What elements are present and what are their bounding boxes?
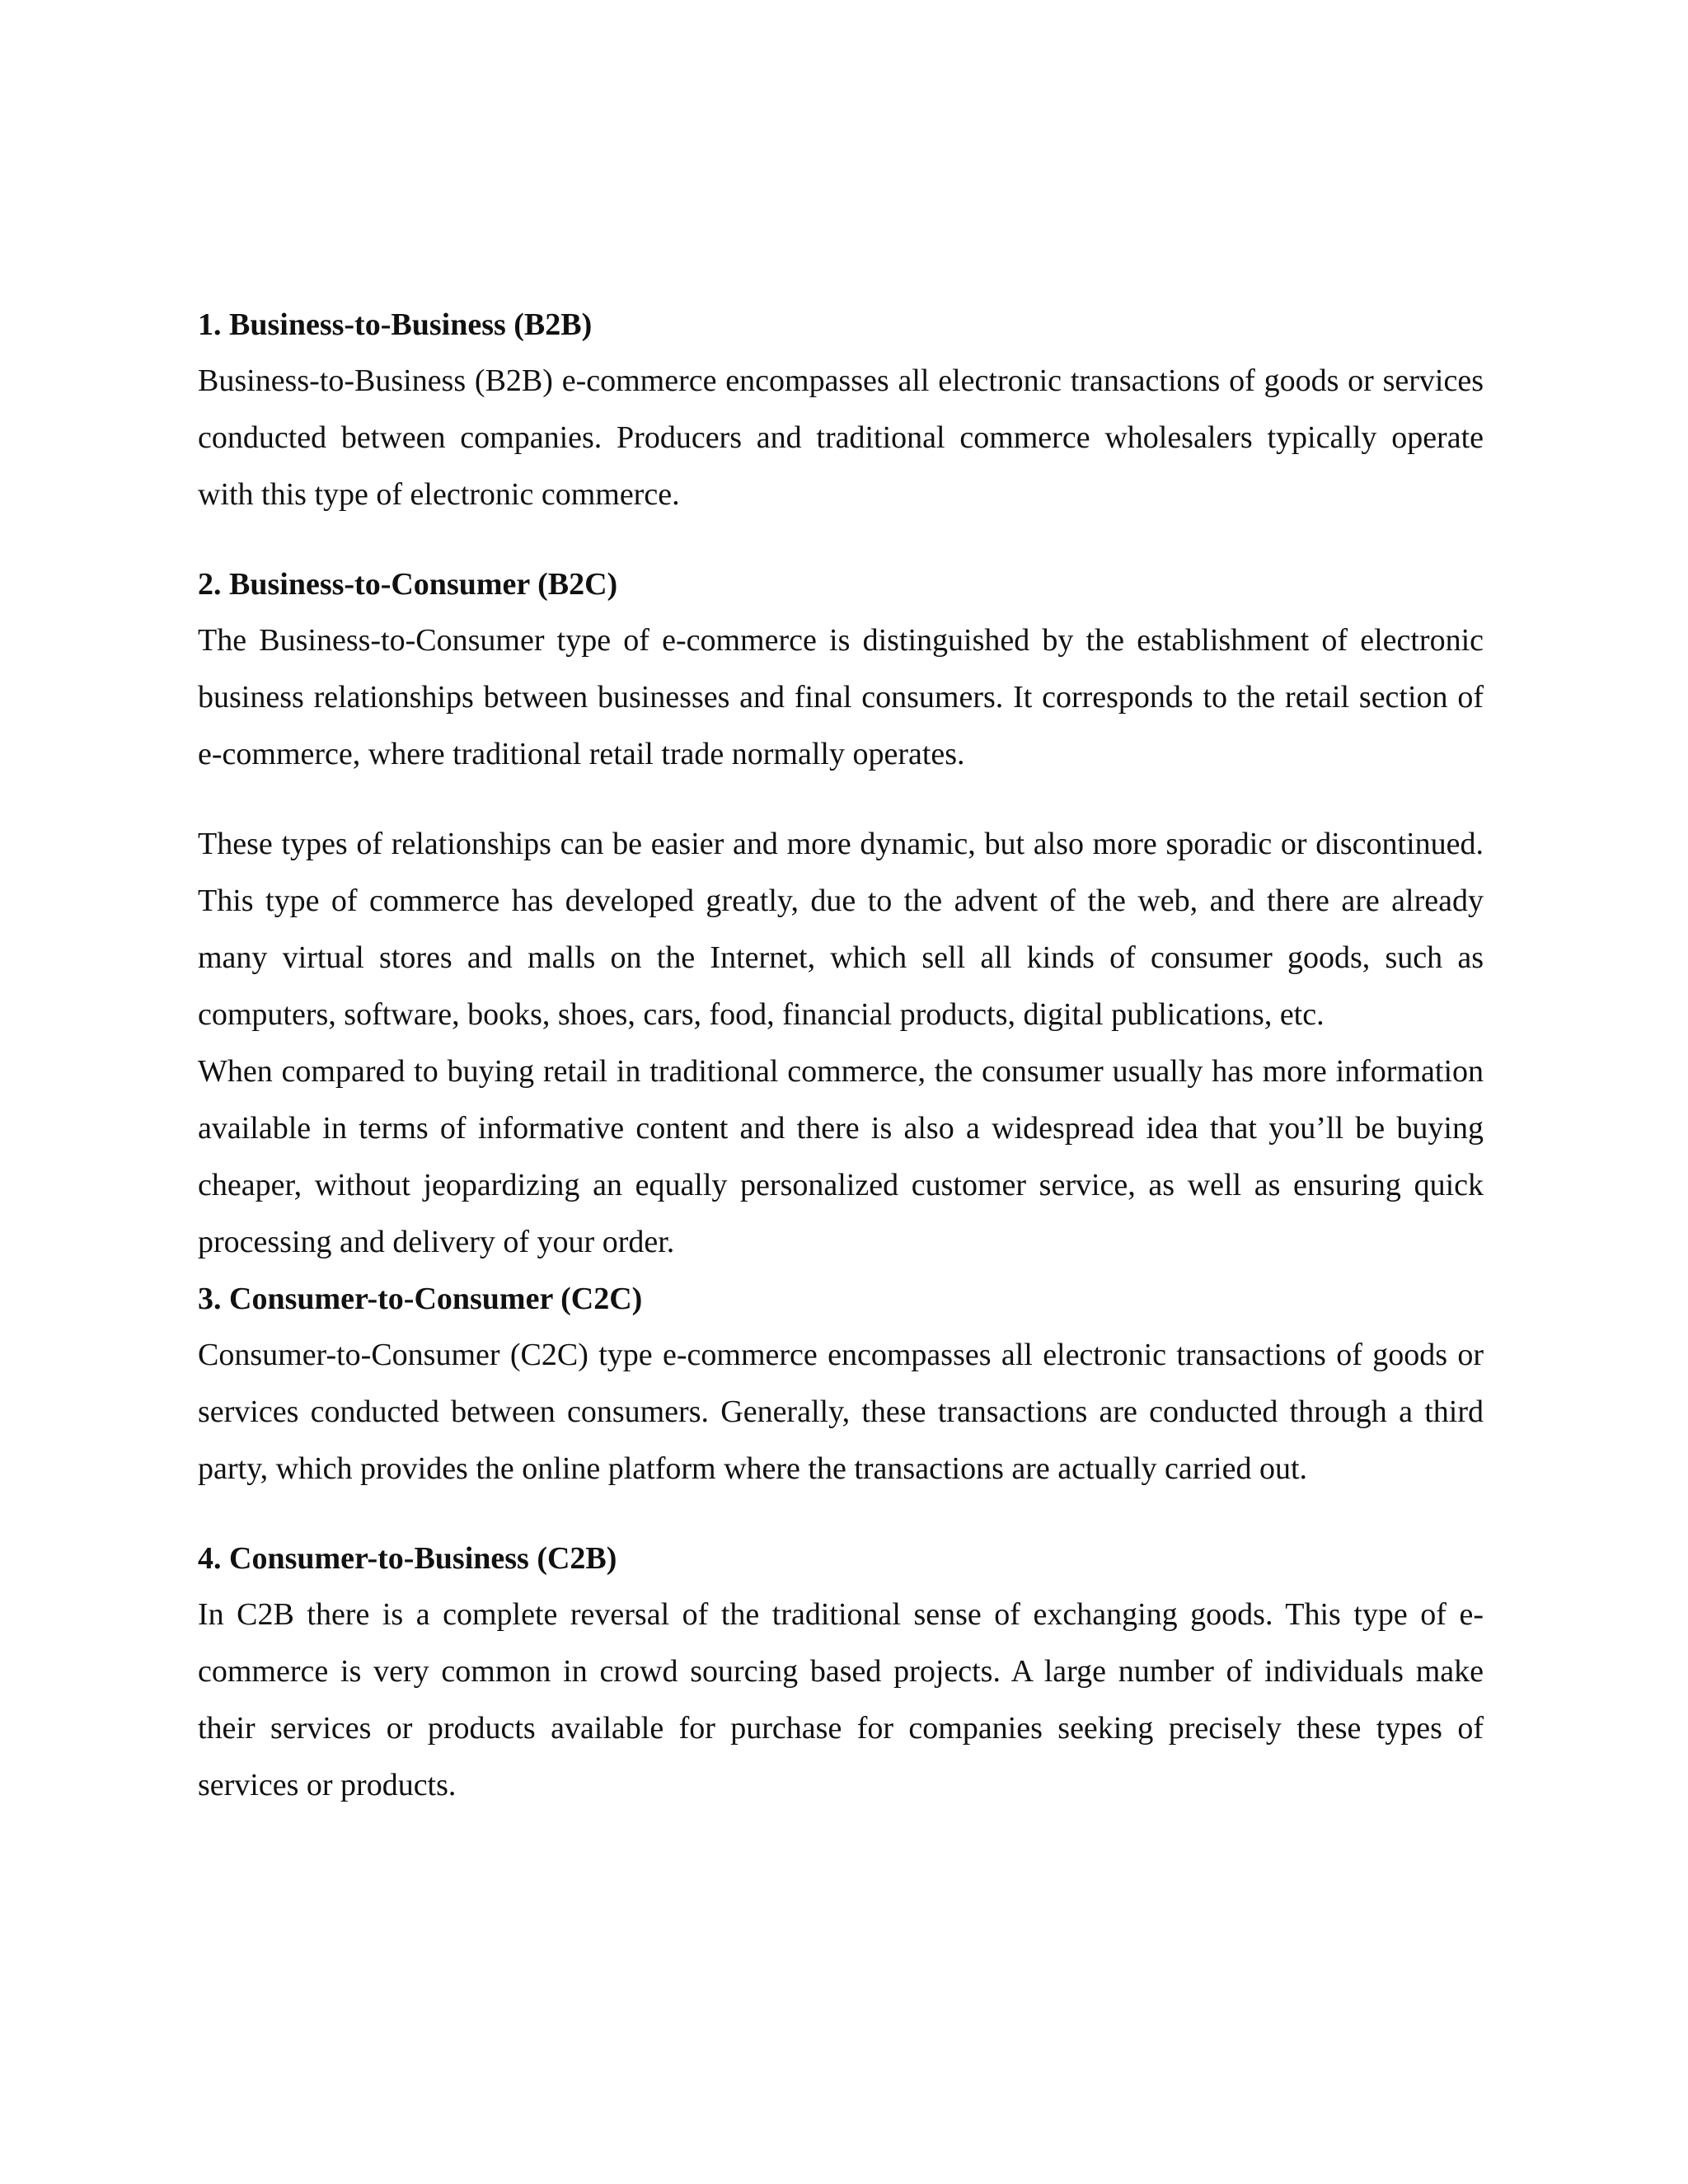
section-heading-b2b: 1. Business-to-Business (B2B): [198, 307, 593, 342]
section-heading-b2c: 2. Business-to-Consumer (B2C): [198, 567, 618, 602]
document-page: [198, 297, 1484, 1814]
paragraph-b2c-comparison: When compared to buying retail in traditional commerce, the consumer usually has more information available in terms of informative content and there is also a widespread idea that you’ll be buying cheaper, without jeopardizing an equally personalized customer service, as well as ensuring quick processing and delivery of your order.: [198, 1054, 1484, 1259]
paragraph-c2c-definition: Consumer-to-Consumer (C2C) type e-commerce encompasses all electronic transactions of goods or services conducted between consumers. Generally, these transactions are conducted through a third party, which provides the online platform where the transactions are actually carried out.: [198, 1338, 1484, 1486]
paragraph-b2c-relationships: These types of relationships can be easier and more dynamic, but also more sporadic or discontinued. This type of commerce has developed greatly, due to the advent of the web, and there are already many virtual stores and malls on the Internet, which sell all kinds of consumer goods, such as computers, software, books, shoes, cars, food, financial products, digital publications, etc.: [198, 827, 1484, 1032]
paragraph-c2b-definition: In C2B there is a complete reversal of the traditional sense of exchanging goods. This type of e-commerce is very common in crowd sourcing based projects. A large number of individuals make their services or products available for purchase for companies seeking precisely these types of services or products.: [198, 1597, 1484, 1802]
paragraph-b2c-definition: The Business-to-Consumer type of e-commerce is distinguished by the establishment of electronic business relationships between businesses and final consumers. It corresponds to the retail section of e-commerce, where traditional retail trade normally operates.: [198, 623, 1484, 771]
section-heading-c2c: 3. Consumer-to-Consumer (C2C): [198, 1282, 643, 1316]
paragraph-b2b-definition: Business-to-Business (B2B) e-commerce encompasses all electronic transactions of goods or services conducted between companies. Producers and traditional commerce wholesalers typically operate with this type of electronic commerce.: [198, 363, 1484, 512]
section-heading-c2b: 4. Consumer-to-Business (C2B): [198, 1541, 617, 1576]
